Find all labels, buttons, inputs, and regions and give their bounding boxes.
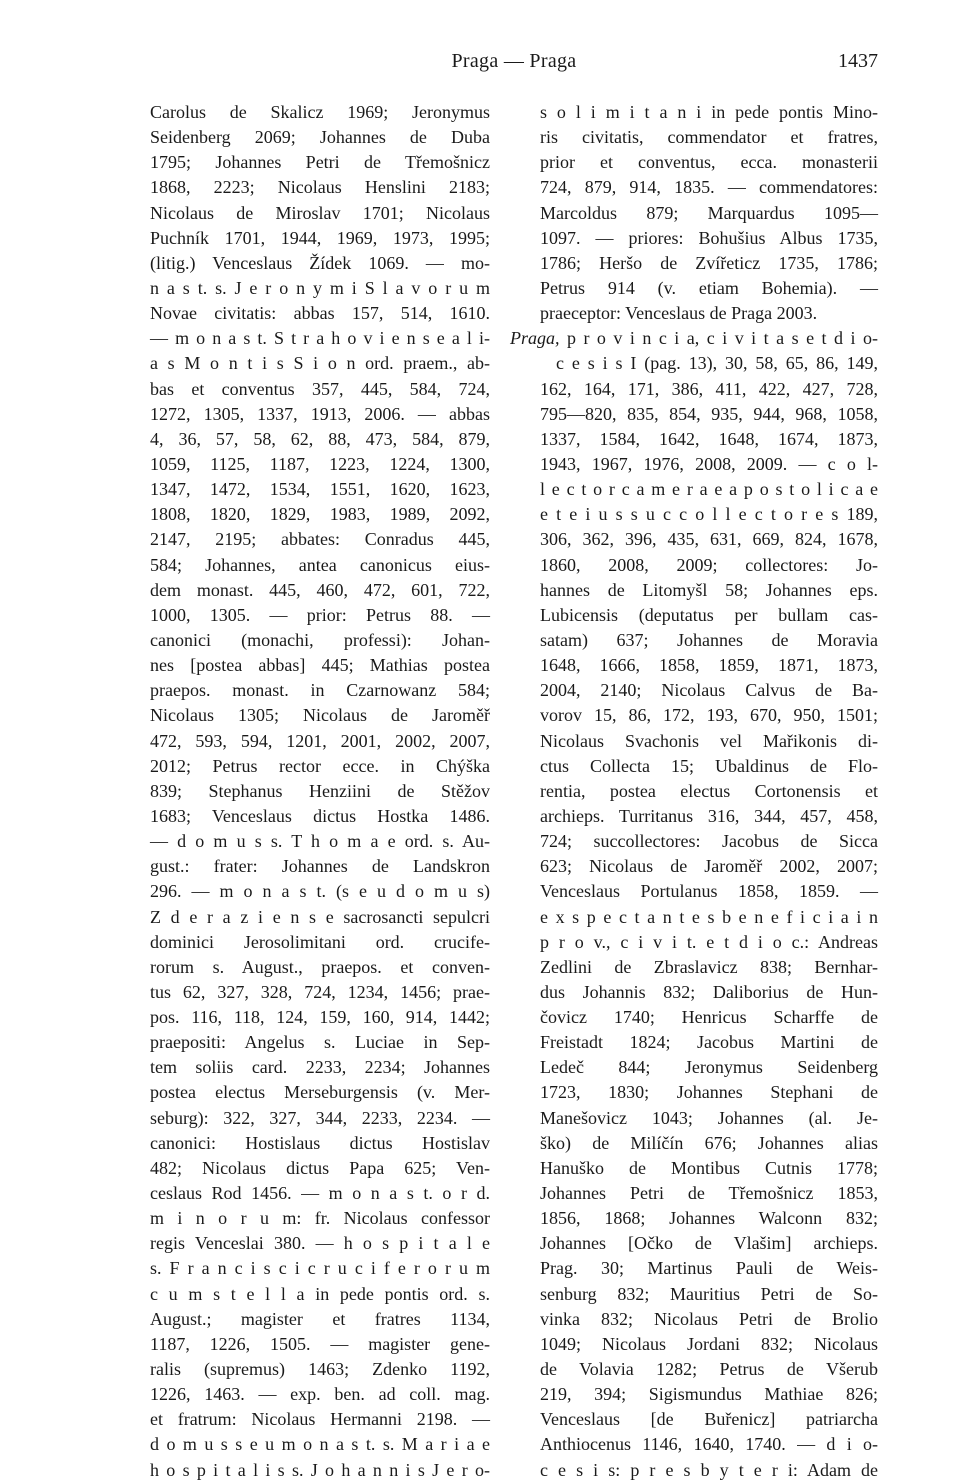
text-line: 1683; Venceslaus dictus Hostka 1486. [150,805,490,826]
page-number: 1437 [838,50,878,72]
text-line: d o m u s s e u m o n a s t. s. M a r i a e [150,1434,490,1455]
text-line: 1860, 2008, 2009; collectores: Jo- [540,554,878,575]
text-line: 482; Nicolaus dictus Papa 625; Ven- [150,1157,490,1178]
text-line: Novae civitatis: abbas 157, 514, 1610. [150,303,490,324]
text-line: Lubicensis (deputatus per bullam cas- [540,604,878,625]
text-line: Venceslaus Portulanus 1858, 1859. — [540,881,878,902]
text-line: prior et conventus, ecca. monasterii [540,152,878,173]
text-line: et fratrum: Nicolaus Hermanni 2198. — [150,1409,490,1430]
text-line: 1856, 1868; Johannes Walconn 832; [540,1208,878,1229]
text-line: 623; Nicolaus de Jaroměř 2002, 2007; [540,856,878,877]
text-line: Puchník 1701, 1944, 1969, 1973, 1995; [150,227,490,248]
text-line: 1786; Heršo de Zvířeticz 1735, 1786; [540,252,878,273]
text-line: 1049; Nicolaus Jordani 832; Nicolaus [540,1333,878,1354]
text-line: 306, 362, 396, 435, 631, 669, 824, 1678, [540,529,878,550]
text-line: e t e i u s s u c c o l l e c t o r e s 189, [540,504,878,525]
text-line: n a s t. s. J e r o n y m i S l a v o r u m [150,277,490,298]
text-line: vinka 832; Nicolaus Petri de Brolio [540,1308,878,1329]
text-line: regis Venceslai 380. — h o s p i t a l e [150,1233,490,1254]
text-line: 4, 36, 57, 58, 62, 88, 473, 584, 879, [150,428,490,449]
text-line: praeceptor: Venceslaus de Praga 2003. [540,303,818,324]
text-line: 724; succollectores: Jacobus de Sicca [540,831,878,852]
text-line: tus 62, 327, 328, 724, 1234, 1456; prae- [150,981,490,1002]
text-line: m i n o r u m: fr. Nicolaus confessor [150,1208,490,1229]
text-line: Johannes Petri de Třemošnicz 1853, [540,1183,878,1204]
text-line: Ledeč 844; Jeronymus Seidenberg [540,1057,878,1078]
text-line: dem monast. 445, 460, 472, 601, 722, [150,579,490,600]
text-line: 2147, 2195; abbates: Conradus 445, [150,529,490,550]
text-line: (litig.) Venceslaus Žídek 1069. — mo- [150,252,490,273]
text-line: hannes de Litomyšl 58; Johannes eps. [540,579,878,600]
text-line: dus Johannis 832; Daliborius de Hun- [540,981,878,1002]
text-line: pos. 116, 118, 124, 159, 160, 914, 1442; [150,1007,490,1028]
text-line: Carolus de Skalicz 1969; Jeronymus [150,102,490,122]
text-line: Marcoldus 879; Marquardus 1095— [540,202,878,223]
text-line: 1943, 1967, 1976, 2008, 2009. — c o l- [540,453,878,474]
text-line: a s M o n t i s S i o n ord. praem., ab- [150,353,490,374]
text-line: rentia, postea electus Cortonensis et [540,780,878,801]
text-line: Freistadt 1824; Jacobus Martini de [540,1032,878,1053]
text-line: Zedlini de Zbraslavicz 838; Bernhar- [540,956,878,977]
text-line: 219, 394; Sigismundus Mathiae 826; [540,1384,878,1405]
text-line: 584; Johannes, antea canonicus eius- [150,554,490,575]
text-line: Praga, p r o v i n c i a, c i v i t a s e t d i o- [510,328,878,349]
text-line: c u m s t e l l a in pede pontis ord. s. [150,1283,490,1304]
running-title: Praga — Praga [451,50,577,72]
text-line: seburg): 322, 327, 344, 2233, 2234. — [150,1107,490,1128]
text-line: de Volavia 1282; Petrus de Všerub [540,1359,878,1380]
text-line: ctus Collecta 15; Ubaldinus de Flo- [540,755,878,776]
text-line: 1868, 2223; Nicolaus Henslini 2183; [150,177,490,198]
left-column [150,100,490,1483]
text-line: h o s p i t a l i s s. J o h a n n i s J e r o- [150,1459,490,1480]
text-line: Petrus 914 (v. etiam Bohemia). — [540,277,878,298]
text-line: Nicolaus de Miroslav 1701; Nicolaus [150,202,490,223]
text-line: nes [postea abbas] 445; Mathias postea [150,655,490,676]
text-line: 1648, 1666, 1858, 1859, 1871, 1873, [540,655,878,676]
text-line: čovicz 1740; Henricus Scharffe de [540,1007,878,1028]
text-line: August.; magister et fratres 1134, [150,1308,490,1329]
text-line: satam) 637; Johannes de Moravia [540,629,878,650]
text-line: 1808, 1820, 1829, 1983, 1989, 2092, [150,504,490,525]
text-line: canonici: Hostislaus dictus Hostislav [150,1132,490,1153]
text-line: 1097. — priores: Bohušius Albus 1735, [540,227,878,248]
text-line: senburg 832; Mauritius Petri de So- [540,1283,878,1304]
text-line: Nicolaus 1305; Nicolaus de Jaroměř [150,705,490,726]
text-line: — d o m u s s. T h o m a e ord. s. Au- [150,831,490,852]
text-line: ris civitatis, commendator et fratres, [540,127,878,148]
text-line: bas et conventus 357, 445, 584, 724, [150,378,490,399]
text-line: 162, 164, 171, 386, 411, 422, 427, 728, [540,378,878,399]
text-line: rorum s. August., praepos. et conven- [150,956,490,977]
text-line: p r o v., c i v i t. e t d i o c.: Andreas [540,931,878,952]
text-line: Venceslaus [de Buřenicz] patriarcha [540,1409,878,1430]
text-line: 1272, 1305, 1337, 1913, 2006. — abbas [150,403,490,424]
text-line: Hanuško de Montibus Cutnis 1778; [540,1157,878,1178]
text-line: canonici (monachi, professi): Johan- [150,629,490,650]
text-line: archieps. Turritanus 316, 344, 457, 458, [540,805,878,826]
text-line: ralis (supremus) 1463; Zdenko 1192, [150,1359,490,1380]
text-line: c e s i s I (pag. 13), 30, 58, 65, 86, 149, [556,353,878,374]
text-line: dominici Jerosolimitani ord. crucife- [150,931,490,952]
text-line: Anthiocenus 1146, 1640, 1740. — d i o- [540,1434,878,1455]
text-line: c e s i s: p r e s b y t e r i: Adam de [540,1459,878,1480]
text-line: 1000, 1305. — prior: Petrus 88. — [150,604,490,625]
text-line: 1795; Johannes Petri de Třemošnicz [150,152,490,173]
text-line: 2012; Petrus rector ecce. in Chýška [150,755,490,776]
text-line: Seidenberg 2069; Johannes de Duba [150,127,490,148]
text-line: vorov 15, 86, 172, 193, 670, 950, 1501; [540,705,878,726]
text-line: 2004, 2140; Nicolaus Calvus de Ba- [540,680,878,701]
text-line: 1347, 1472, 1534, 1551, 1620, 1623, [150,479,490,500]
text-line: Johannes [Očko de Vlašim] archieps. [540,1233,878,1254]
text-line: praepos. monast. in Czarnowanz 584; [150,680,490,701]
text-line: 1723, 1830; Johannes Stephani de [540,1082,878,1103]
text-line: ško) de Milíčín 676; Johannes alias [540,1132,878,1153]
text-line: tem soliis card. 2233, 2234; Johannes [150,1057,490,1078]
text-line: s o l i m i t a n i in pede pontis Mino- [540,102,878,122]
text-line: gust.: frater: Johannes de Landskron [150,856,490,877]
text-line: e x s p e c t a n t e s b e n e f i c i a i n [540,906,878,927]
text-line: 1059, 1125, 1187, 1223, 1224, 1300, [150,453,490,474]
text-line: praepositi: Angelus s. Luciae in Sep- [150,1032,490,1053]
text-line: 472, 593, 594, 1201, 2001, 2002, 2007, [150,730,490,751]
text-line: Nicolaus Svachonis vel Mařikonis di- [540,730,878,751]
text-line: — m o n a s t. S t r a h o v i e n s e a l i- [150,328,490,349]
text-line: postea electus Merseburgensis (v. Mer- [150,1082,490,1103]
lemma-heading: Praga, [510,328,560,349]
text-line: Manešovicz 1043; Johannes (al. Je- [540,1107,878,1128]
text-line: Z d e r a z i e n s e sacrosancti sepulcri [150,906,490,927]
text-line: 1226, 1463. — exp. ben. ad coll. mag. [150,1384,490,1405]
text-line: 1337, 1584, 1642, 1648, 1674, 1873, [540,428,878,449]
text-line: l e c t o r c a m e r a e a p o s t o l i c a e [540,479,878,500]
text-line: Prag. 30; Martinus Pauli de Weis- [540,1258,878,1279]
text-line: s. F r a n c i s c i c r u c i f e r o r u m [150,1258,490,1279]
page-header [150,50,878,80]
right-column [510,100,878,1483]
text-line: 795—820, 835, 854, 935, 944, 968, 1058, [540,403,878,424]
text-line: 296. — m o n a s t. (s e u d o m u s) [150,881,490,902]
text-line: 839; Stephanus Henziini de Stěžov [150,780,490,801]
text-line: 724, 879, 914, 1835. — commendatores: [540,177,878,198]
text-line: 1187, 1226, 1505. — magister gene- [150,1333,490,1354]
text-line: ceslaus Rod 1456. — m o n a s t. o r d. [150,1183,490,1204]
